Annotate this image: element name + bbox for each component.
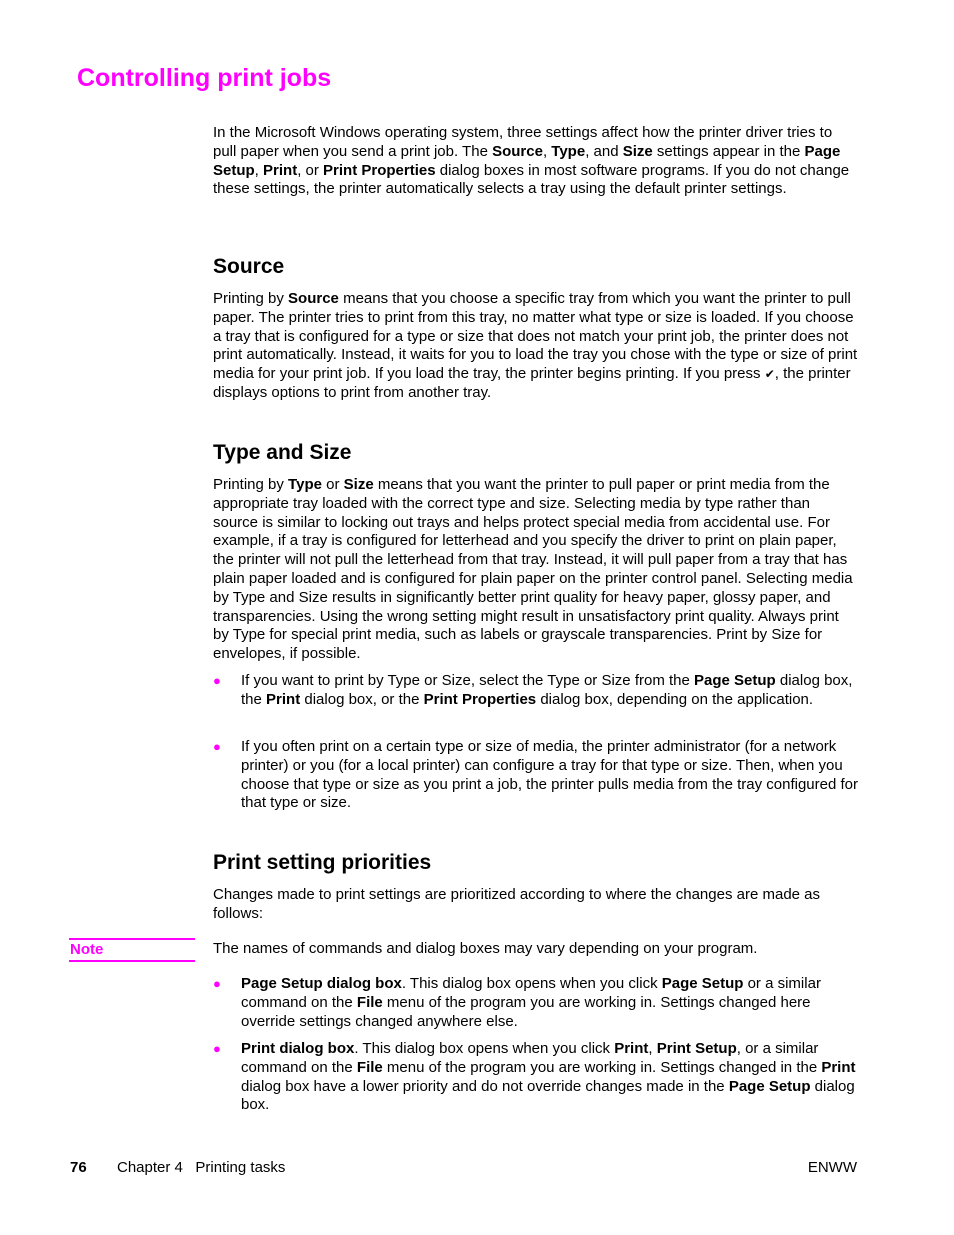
emphasis-term: Print Setup (656, 1040, 737, 1057)
text-run: , and (585, 142, 623, 160)
page-number: 76 (70, 1159, 87, 1176)
text-run: , or (297, 161, 324, 179)
emphasis-term: File (356, 1058, 383, 1076)
text-run: If you want to print by Type or Size, select the Type or Size from the (241, 672, 695, 689)
bullet-text (241, 672, 852, 708)
note-text: The names of commands and dialog boxes may vary depending on your program. (213, 940, 758, 957)
source-paragraph (213, 290, 858, 403)
emphasis-term: Type (288, 476, 322, 493)
text-run: settings appear in the (652, 142, 805, 160)
text-run: , (648, 1040, 657, 1057)
text-run: , or a similar command on the (241, 1040, 819, 1076)
list-item (213, 1040, 858, 1115)
bullet-icon: ● (213, 739, 221, 754)
bullet-text (241, 738, 858, 811)
list-item (213, 672, 858, 710)
text-run: In the Microsoft Windows operating system, three settings affect how the printer driver tries to pull paper when you send a print job. The (213, 124, 833, 160)
text-run: dialog box. (241, 1077, 855, 1114)
source-heading: Source (213, 255, 285, 278)
emphasis-term: Type (551, 142, 586, 160)
emphasis-term: Print Properties (423, 690, 537, 708)
emphasis-term: Page Setup (728, 1077, 811, 1095)
text-run: Printing by (213, 476, 289, 493)
emphasis-term: Print (266, 690, 301, 708)
text-run: menu of the program you are working in. Settings changed in the (382, 1058, 822, 1076)
emphasis-term: Size (343, 476, 374, 493)
emphasis-term: Print Properties (323, 161, 436, 179)
emphasis-term: Source (492, 142, 543, 160)
intro-paragraph (213, 124, 858, 199)
type-size-heading: Type and Size (213, 441, 352, 464)
list-item (213, 975, 858, 1031)
note-label: Note (69, 938, 195, 962)
emphasis-term: Size (622, 142, 653, 160)
text-run: , (542, 142, 552, 160)
emphasis-term: Page Setup (661, 975, 744, 992)
text-run: Printing by (213, 290, 289, 307)
checkmark-icon: ✔ (764, 367, 775, 382)
bullet-text (241, 975, 821, 1030)
text-run: dialog box, depending on the application. (536, 690, 814, 708)
priorities-paragraph (213, 886, 858, 924)
emphasis-term: Print dialog box (241, 1040, 355, 1057)
emphasis-term: Source (288, 290, 339, 307)
emphasis-term: Page Setup dialog box (241, 975, 402, 992)
text-run: , (254, 161, 264, 179)
emphasis-term: File (356, 993, 383, 1011)
text-run: dialog boxes in most software programs. If you do not change these settings, the printer automatically selects a tray using the default printer settings. (213, 161, 850, 198)
bullet-icon: ● (213, 1041, 221, 1056)
bullet-text (241, 1040, 856, 1113)
text-run: If you often print on a certain type or size of media, the printer administrator (for a network printer) or you (for a local printer) can configure a tray for that type or size. Then, when you choose that type or size as you print a job, the printer pulls media from the tray configured for that type or size. (241, 738, 858, 812)
text-run: . This dialog box opens when you click (401, 975, 662, 992)
emphasis-term: Page Setup (694, 672, 776, 689)
bullet-icon: ● (213, 976, 221, 991)
emphasis-term: Print (263, 161, 298, 179)
text-run: means that you choose a specific tray from which you want the printer to pull paper. The printer tries to print from this tray, no matter what type or size is loaded. If you choose a tray that is configured for a type or size that does not match your print job, the printer does not print automatically. Instead, it waits for you to load the tray you chose with the type or size of print media for your print job. If you load the tray, the printer begins printing. If you press (213, 290, 858, 383)
text-run: . This dialog box opens when you click (354, 1040, 615, 1057)
text-run: dialog box have a lower priority and do not override changes made in the (241, 1077, 729, 1095)
emphasis-term: Print (614, 1040, 649, 1057)
priorities-heading: Print setting priorities (213, 851, 432, 874)
list-item (213, 738, 858, 813)
footer-chapter: Chapter 4 Printing tasks (117, 1159, 286, 1176)
emphasis-term: Page Setup (213, 142, 841, 179)
bullet-icon: ● (213, 673, 221, 688)
text-run: dialog box, the (241, 672, 853, 708)
text-run: means that you want the printer to pull paper or print media from the appropriate tray loaded with the correct type and size. Selecting media by type rather than source is similar to locking out trays and helps protect special media from accidental use. For example, if a tray is configured for letterhead and you specify the driver to print on plain paper, the printer will not pull the letterhead from that tray. Instead, it will pull paper from a tray that has plain paper loaded and is configured for plain paper on the printer control panel. Selecting media by Type and Size results in significantly better print quality for heavy paper, glossy paper, and transparencies. Using the wrong setting might result in unsatisfactory print quality. Always print by Type for special print media, such as labels or grayscale transparencies. Print by Size for envelopes, if possible. (213, 476, 853, 663)
text-run: Changes made to print settings are prioritized according to where the changes are made as follows: (213, 886, 821, 922)
text-run: or a similar command on the (241, 975, 821, 1011)
text-run: , the printer displays options to print from another tray. (213, 365, 851, 401)
page-title: Controlling print jobs (77, 64, 332, 92)
text-run: or (321, 476, 344, 493)
emphasis-term: Print (821, 1058, 856, 1076)
text-run: menu of the program you are working in. Settings changed here override settings changed anywhere else. (241, 993, 811, 1030)
type-size-paragraph (213, 476, 858, 664)
footer-right: ENWW (807, 1159, 857, 1176)
text-run: dialog box, or the (300, 690, 424, 708)
